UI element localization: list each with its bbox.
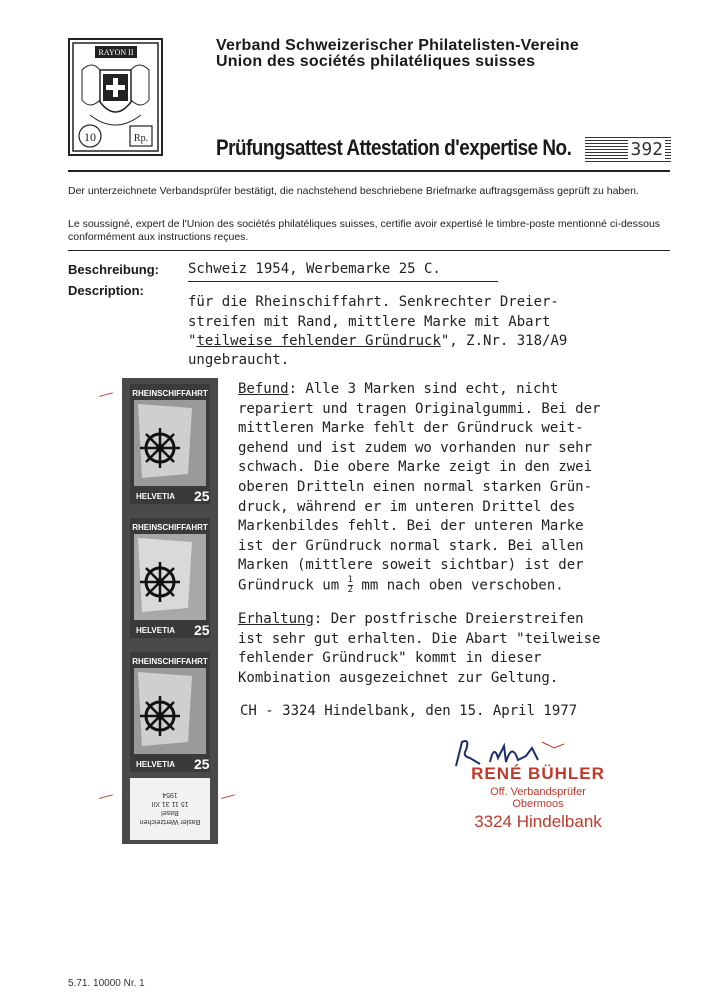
red-mark xyxy=(99,392,115,404)
stamp-top xyxy=(130,384,210,504)
svg-text:RHEINSCHIFFAHRT: RHEINSCHIFFAHRT xyxy=(132,657,208,666)
description-line-3: streifen mit Rand, mittlere Marke mit Abart xyxy=(188,314,551,330)
intro-french: Le soussigné, expert de l'Union des sociétés philatéliques suisses, certifie avoir expertisé le timbre-poste mentionné ci-dessous conformément aux instructions reçues. xyxy=(68,218,661,243)
place-and-date: CH - 3324 Hindelbank, den 15. April 1977 xyxy=(240,703,578,719)
svg-text:25: 25 xyxy=(194,622,210,638)
svg-text:HELVETIA: HELVETIA xyxy=(136,626,175,635)
svg-text:Basler Wertzeichen: Basler Wertzeichen xyxy=(139,818,201,825)
svg-text:15 11 31 XII: 15 11 31 XII xyxy=(151,800,189,807)
expert-name: RENÉ BÜHLER xyxy=(471,764,605,783)
expert-title: Off. Verbandsprüfer xyxy=(490,786,586,798)
logo-rayon: RAYON II xyxy=(98,48,134,57)
description-line-4: "teilweise fehlender Gründruck", Z.Nr. 318/A9 xyxy=(188,333,568,349)
findings-block: Befund: Alle 3 Marken sind echt, nicht repariert und tragen Originalgummi. Bei der mittleren Marke fehlt der Gründruck weit- gehend und ist zudem wo vorhanden nur sehr schwach. Die obere Marke zeigt in den zwei oberen Dritteln einen normal starken Grün- druck, während er im unteren Drittel des Markenbildes fehlt. Bei der unteren Marke ist der Gründruck normal stark. Bei allen Marken (mittlere soweit sichtbar) ist der Gründruck um $\frac{1}{2}$ mm nach oben verschoben. xyxy=(238,381,601,595)
svg-text:RHEINSCHIFFAHRT: RHEINSCHIFFAHRT xyxy=(132,523,208,532)
description-line-1: Schweiz 1954, Werbemarke 25 C. xyxy=(188,261,441,277)
stamp-middle xyxy=(130,518,210,638)
description-label-fr: Description: xyxy=(68,283,144,298)
association-logo xyxy=(68,38,163,156)
svg-text:HELVETIA: HELVETIA xyxy=(136,760,175,769)
header-divider xyxy=(68,170,670,172)
svg-text:RHEINSCHIFFAHRT: RHEINSCHIFFAHRT xyxy=(132,389,208,398)
certificate-title: Prüfungsattest Attestation d'expertise No. xyxy=(216,135,572,160)
svg-text:1954: 1954 xyxy=(162,791,178,798)
print-code: 5.71. 10000 Nr. 1 xyxy=(68,978,145,989)
description-label-de: Beschreibung: xyxy=(68,262,160,277)
red-mark xyxy=(99,794,115,806)
certificate-number-box xyxy=(585,137,671,162)
expert-street: Obermoos xyxy=(512,798,564,810)
svg-text:25: 25 xyxy=(194,488,210,504)
intro-divider xyxy=(68,250,670,251)
stamp-strip xyxy=(122,378,218,844)
association-name-de: Verband Schweizerischer Philatelisten-Vereine xyxy=(216,37,579,54)
expert-stamp xyxy=(458,764,618,832)
expert-city: 3324 Hindelbank xyxy=(474,812,602,831)
svg-text:HELVETIA: HELVETIA xyxy=(136,492,175,501)
svg-text:Basel: Basel xyxy=(161,809,179,816)
svg-text:25: 25 xyxy=(194,756,210,772)
condition-block: Erhaltung: Der postfrische Dreierstreifen ist sehr gut erhalten. Die Abart "teilweise fehlender Gründruck" kommt in dieser Kombination ausgezeichnet zur Geltung. xyxy=(238,611,601,686)
intro-german: Der unterzeichnete Verbandsprüfer bestätigt, die nachstehend beschriebene Briefmarke auftragsgemäss geprüft zu haben. xyxy=(68,185,639,197)
description-line-5: ungebraucht. xyxy=(188,352,290,368)
logo-unit: Rp. xyxy=(133,133,149,144)
stamp-bottom xyxy=(130,652,210,772)
logo-value: 10 xyxy=(84,130,96,144)
description-underline xyxy=(188,281,498,282)
association-name-fr: Union des sociétés philatéliques suisses xyxy=(216,53,536,70)
certificate-number: 392 xyxy=(630,139,663,160)
red-mark xyxy=(221,794,237,806)
description-line-2: für die Rheinschiffahrt. Senkrechter Dreier- xyxy=(188,294,559,310)
